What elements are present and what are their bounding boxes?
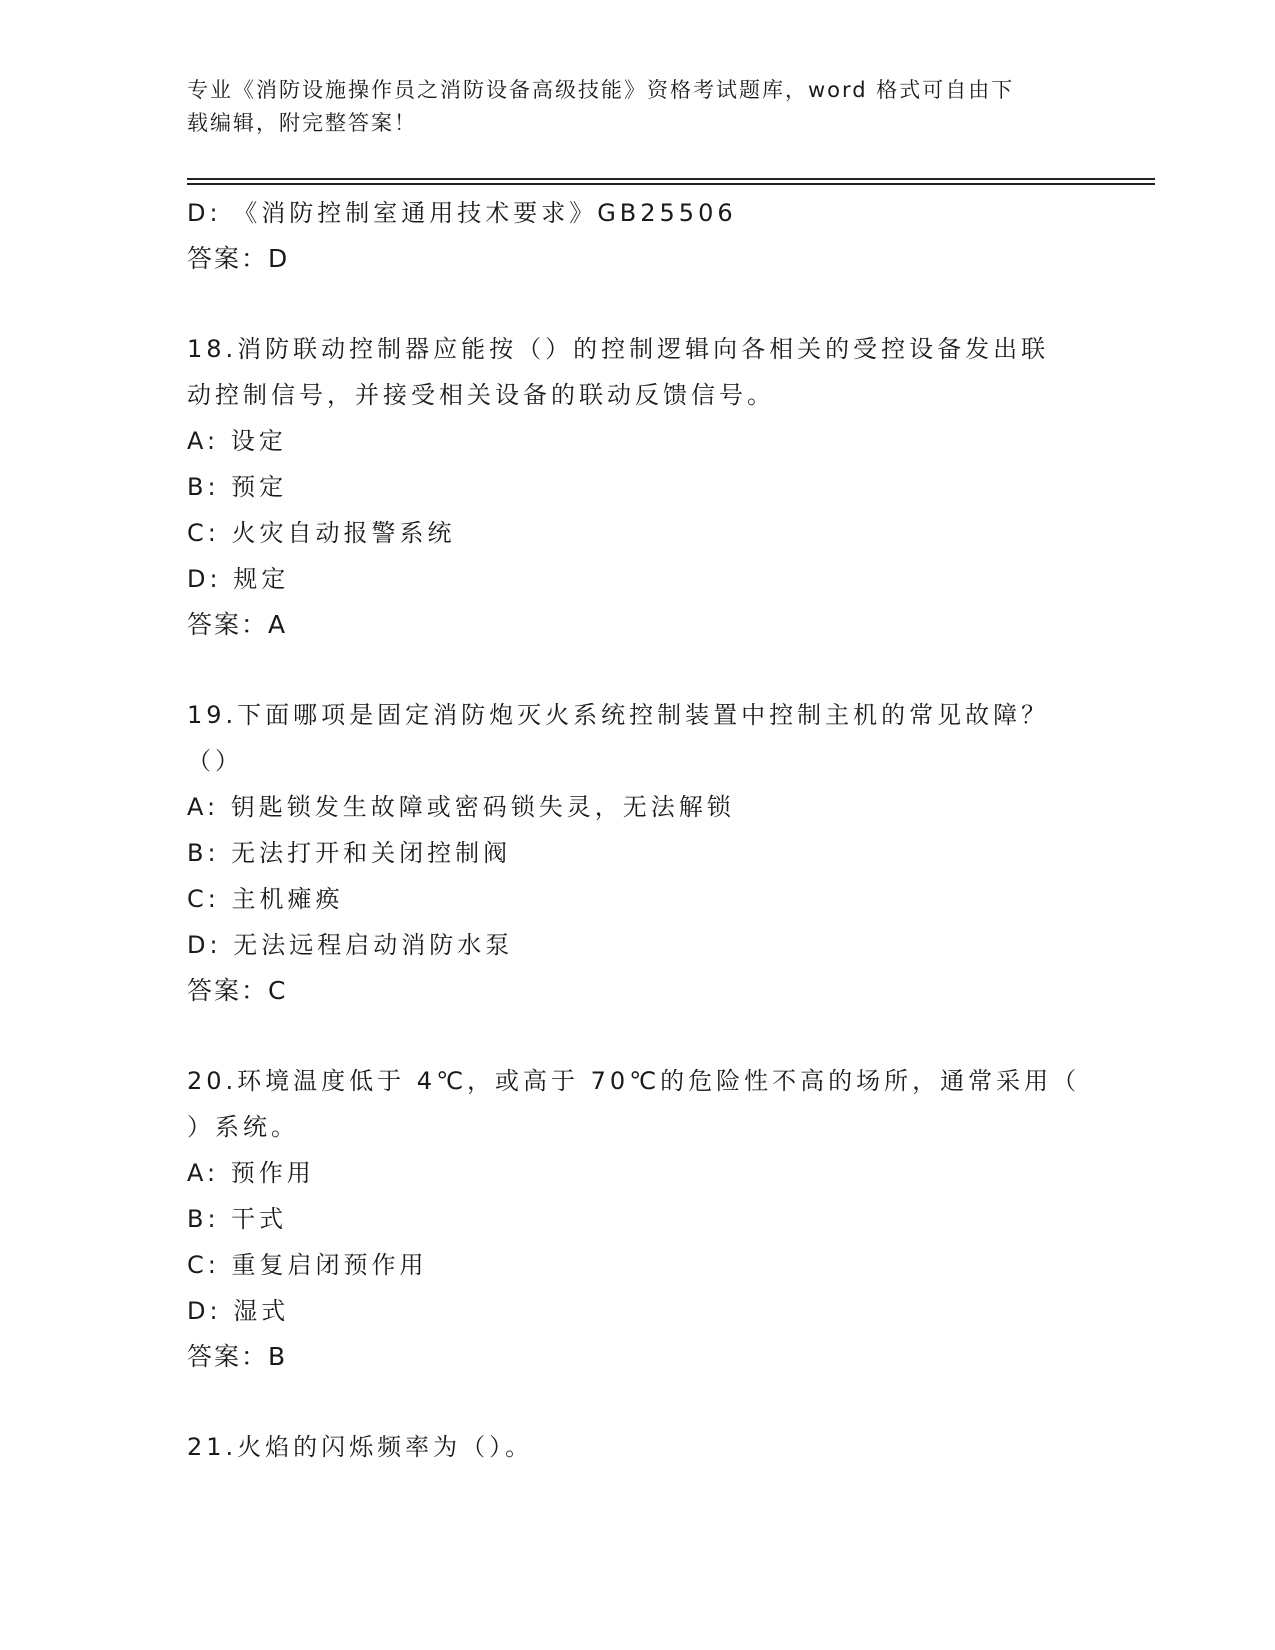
option-a: A: 钥匙锁发生故障或密码锁失灵，无法解锁: [187, 793, 735, 821]
answer: 答案：B: [187, 1342, 288, 1371]
option-c: C: 主机瘫痪: [187, 885, 344, 913]
question-stem-cont: 动控制信号，并接受相关设备的联动反馈信号。: [187, 381, 775, 409]
option-b: B: 预定: [187, 473, 288, 501]
option-c: C: 火灾自动报警系统: [187, 519, 456, 547]
question-stem: 20.环境温度低于 4℃，或高于 70℃的危险性不高的场所，通常采用（: [187, 1067, 1081, 1095]
header-line-1: 专业《消防设施操作员之消防设备高级技能》资格考试题库，word 格式可自由下: [187, 78, 1015, 102]
answer: 答案：C: [187, 976, 288, 1005]
header-rule-top: [187, 178, 1155, 180]
page-header: [187, 74, 1067, 140]
answer: 答案：A: [187, 610, 288, 639]
option-b: B: 无法打开和关闭控制阀: [187, 839, 512, 867]
option-b: B: 干式: [187, 1205, 288, 1233]
question-20: [187, 1058, 1087, 1380]
option-d: D: 湿式: [187, 1297, 290, 1325]
header-rule-bottom: [187, 183, 1155, 185]
question-content: [187, 190, 1087, 1470]
question-21: [187, 1424, 1087, 1470]
option-d: D: 无法远程启动消防水泵: [187, 931, 514, 959]
option-c: C: 重复启闭预作用: [187, 1251, 428, 1279]
question-stem: 19.下面哪项是固定消防炮灭火系统控制装置中控制主机的常见故障？: [187, 701, 1050, 729]
option-d: D: 规定: [187, 565, 290, 593]
question-stem: 21.火焰的闪烁频率为（）。: [187, 1433, 534, 1461]
question-stem-cont: ）系统。: [187, 1113, 299, 1141]
answer: 答案：D: [187, 244, 290, 273]
question-17-tail: [187, 190, 1087, 282]
question-18: [187, 326, 1087, 648]
header-line-2: 载编辑，附完整答案！: [187, 111, 417, 135]
option-a: A: 设定: [187, 427, 287, 455]
question-stem: 18.消防联动控制器应能按（）的控制逻辑向各相关的受控设备发出联: [187, 335, 1050, 363]
question-19: [187, 692, 1087, 1014]
option-d: D: 《消防控制室通用技术要求》GB25506: [187, 199, 737, 227]
option-a: A: 预作用: [187, 1159, 315, 1187]
question-stem-cont: （）: [187, 747, 243, 775]
